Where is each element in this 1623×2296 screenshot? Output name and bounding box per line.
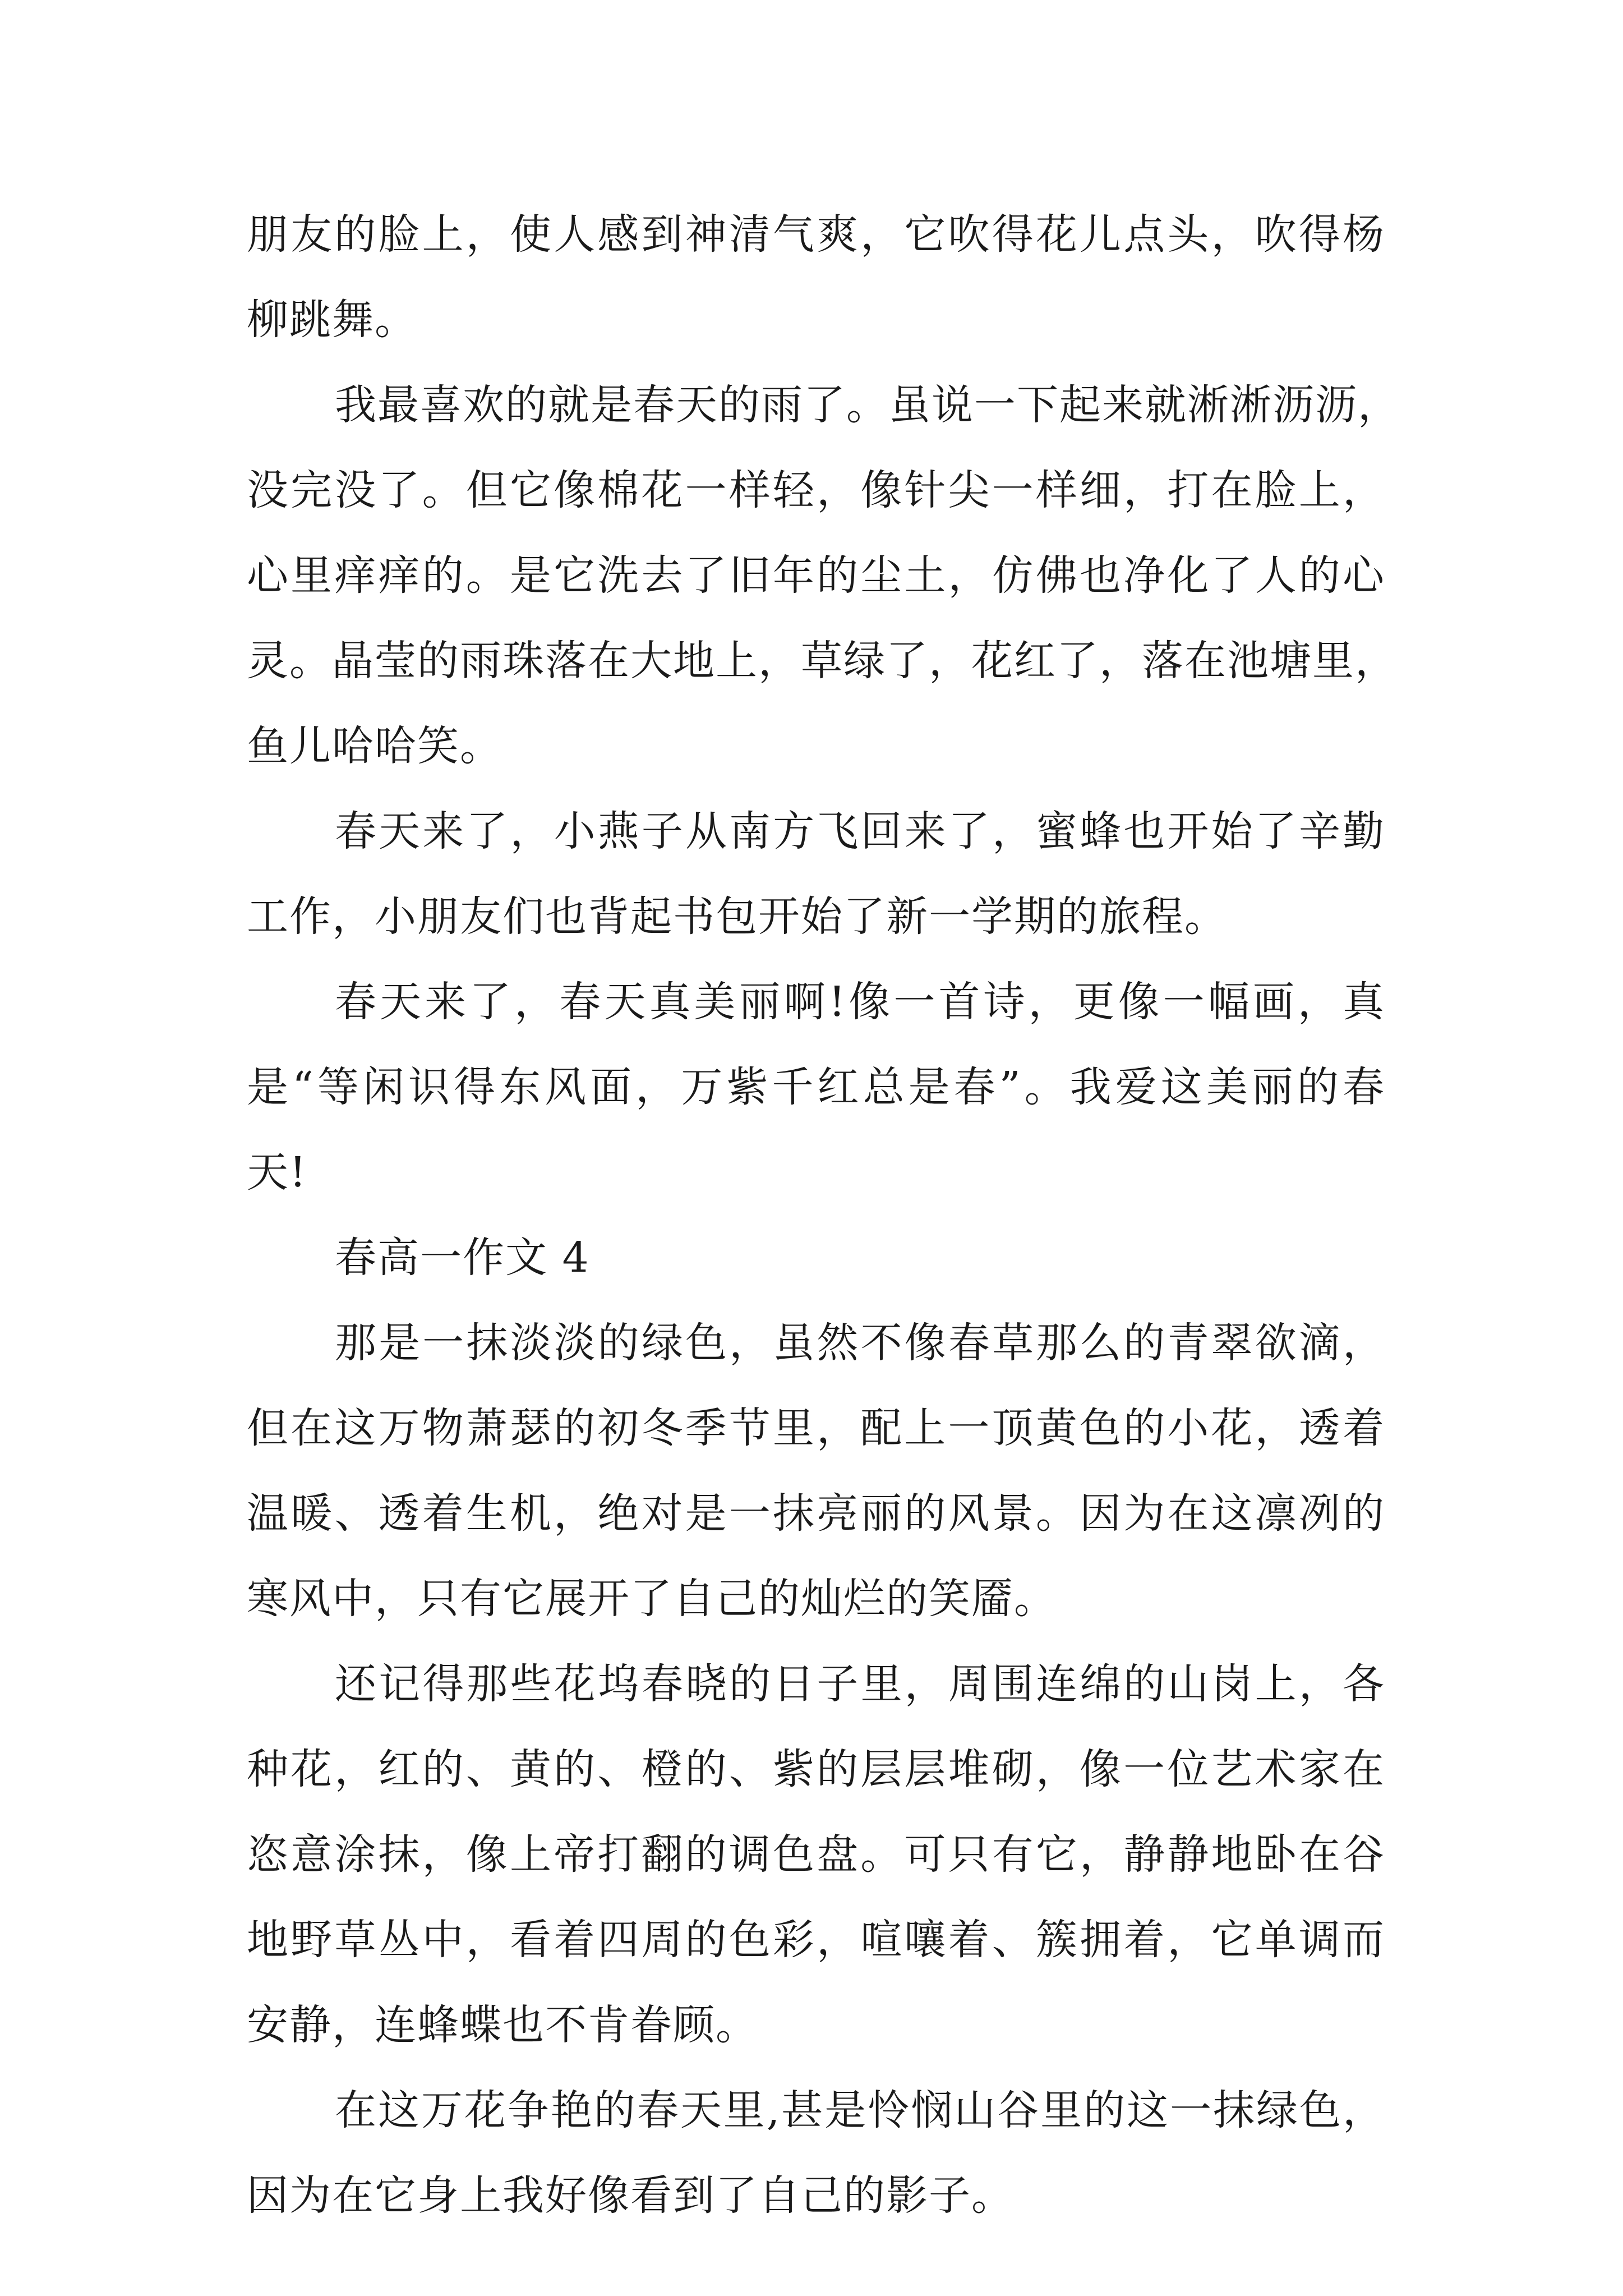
text-line: 心里痒痒的。是它洗去了旧年的尘土，仿佛也净化了人的心: [247, 551, 1385, 600]
text-line: 种花，红的、黄的、橙的、紫的层层堆砌，像一位艺术家在: [247, 1745, 1385, 1793]
paragraph-first-line: 在这万花争艳的春天里,甚是怜悯山谷里的这一抹绿色，: [335, 2086, 1385, 2134]
text-line: 灵。晶莹的雨珠落在大地上，草绿了，花红了，落在池塘里，: [247, 637, 1398, 685]
paragraph-first-line: 那是一抹淡淡的绿色，虽然不像春草那么的青翠欲滴，: [335, 1319, 1385, 1367]
text-line: 工作，小朋友们也背起书包开始了新一学期的旅程。: [247, 892, 1227, 941]
text-line: 鱼儿哈哈笑。: [247, 722, 502, 770]
text-line: 是“等闲识得东风面，万紫千红总是春”。我爱这美丽的春: [247, 1063, 1385, 1111]
paragraph-first-line: 春天来了，春天真美丽啊!像一首诗，更像一幅画，真: [335, 978, 1385, 1026]
text-line: 恣意涂抹，像上帝打翻的调色盘。可只有它，静静地卧在谷: [247, 1830, 1385, 1879]
text-line: 寒风中，只有它展开了自己的灿烂的笑靥。: [247, 1575, 1057, 1623]
text-line: 温暖、透着生机，绝对是一抹亮丽的风景。因为在这凛冽的: [247, 1489, 1385, 1538]
text-line: 地野草丛中，看着四周的色彩，喧嚷着、簇拥着，它单调而: [247, 1916, 1385, 1964]
text-line: 但在这万物萧瑟的初冬季节里，配上一顶黄色的小花，透着: [247, 1404, 1385, 1452]
text-line: 天!: [247, 1148, 307, 1197]
paragraph-first-line: 我最喜欢的就是春天的雨了。虽说一下起来就淅淅沥沥，: [335, 381, 1400, 429]
text-line: 因为在它身上我好像看到了自己的影子。: [247, 2171, 1014, 2220]
text-line: 安静，连蜂蝶也不肯眷顾。: [247, 2001, 758, 2049]
text-line: 柳跳舞。: [247, 296, 417, 344]
text-line: 没完没了。但它像棉花一样轻，像针尖一样细，打在脸上，: [247, 466, 1385, 514]
paragraph-first-line: 还记得那些花坞春晓的日子里，周围连绵的山岗上，各: [335, 1660, 1385, 1708]
text-line: 朋友的脸上，使人感到神清气爽，它吹得花儿点头，吹得杨: [247, 210, 1385, 259]
section-heading: 春高一作文 4: [335, 1234, 590, 1282]
paragraph-first-line: 春天来了，小燕子从南方飞回来了，蜜蜂也开始了辛勤: [335, 807, 1385, 855]
